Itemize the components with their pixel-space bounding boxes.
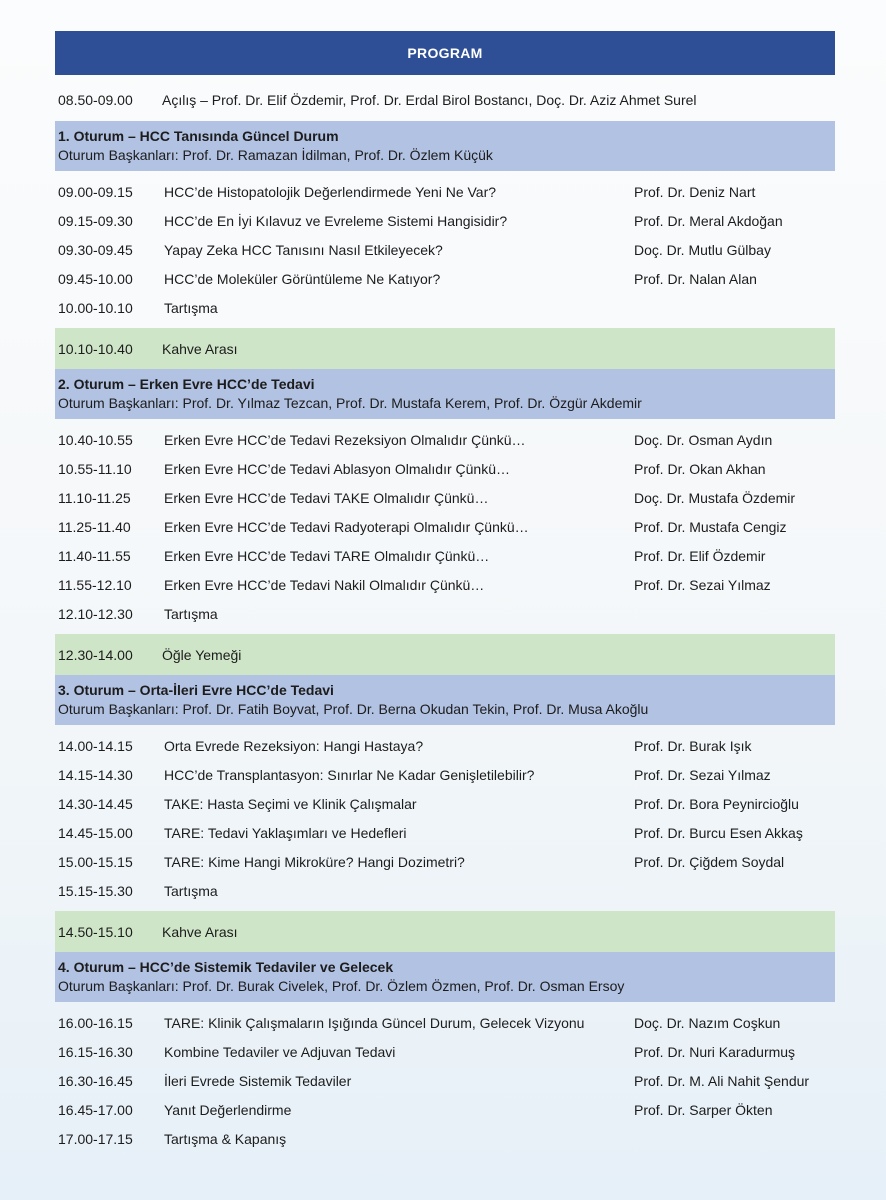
talk-topic: HCC’de Moleküler Görüntüleme Ne Katıyor? — [164, 270, 441, 287]
talk-row — [55, 818, 835, 847]
break-time: 12.30-14.00 — [58, 646, 133, 663]
talk-topic: TARE: Tedavi Yaklaşımları ve Hedefleri — [164, 824, 407, 841]
talk-row — [55, 541, 835, 570]
talk-time: 15.00-15.15 — [58, 853, 133, 870]
talk-speaker: Prof. Dr. Sezai Yılmaz — [634, 766, 771, 783]
talk-time: 15.15-15.30 — [58, 882, 133, 899]
talk-time: 09.15-09.30 — [58, 212, 133, 229]
talk-time: 10.55-11.10 — [58, 460, 132, 477]
session-2-header — [55, 369, 835, 419]
talk-speaker: Prof. Dr. Nuri Karadurmuş — [634, 1043, 796, 1060]
talk-time: 09.00-09.15 — [58, 183, 133, 200]
session-3-header — [55, 675, 835, 725]
talk-speaker: Prof. Dr. Bora Peynircioğlu — [634, 795, 799, 812]
talk-speaker: Prof. Dr. Elif Özdemir — [634, 547, 766, 564]
talk-row — [55, 483, 835, 512]
talk-time: 11.25-11.40 — [58, 518, 131, 535]
talk-topic: HCC’de En İyi Kılavuz ve Evreleme Sistemi Hangisidir? — [164, 212, 508, 229]
talk-speaker: Prof. Dr. Mustafa Cengiz — [634, 518, 787, 535]
talk-topic: Tartışma — [164, 882, 218, 899]
session-1-title: 1. Oturum – HCC Tanısında Güncel Durum — [58, 128, 339, 144]
session-4-header — [55, 952, 835, 1002]
talk-topic: TARE: Kime Hangi Mikroküre? Hangi Dozimetri? — [164, 853, 465, 870]
talk-speaker: Prof. Dr. Meral Akdoğan — [634, 212, 783, 229]
talk-speaker: Doç. Dr. Osman Aydın — [634, 431, 773, 448]
talk-time: 12.10-12.30 — [58, 605, 133, 622]
break-row-lunch — [55, 634, 835, 675]
talk-row — [55, 206, 835, 235]
talk-time: 14.45-15.00 — [58, 824, 133, 841]
talk-topic: Erken Evre HCC’de Tedavi Rezeksiyon Olmalıdır Çünkü… — [164, 431, 526, 448]
talk-topic: Kombine Tedaviler ve Adjuvan Tedavi — [164, 1043, 396, 1060]
talk-topic: Erken Evre HCC’de Tedavi Ablasyon Olmalıdır Çünkü… — [164, 460, 511, 477]
talk-row — [55, 235, 835, 264]
opening-time: 08.50-09.00 — [58, 92, 133, 108]
talk-time: 11.55-12.10 — [58, 576, 132, 593]
talk-speaker: Prof. Dr. Nalan Alan — [634, 270, 757, 287]
session-4-chairs: Oturum Başkanları: Prof. Dr. Burak Civelek, Prof. Dr. Özlem Özmen, Prof. Dr. Osman Ersoy — [58, 978, 625, 994]
session-3-title: 3. Oturum – Orta-İleri Evre HCC’de Tedavi — [58, 682, 334, 698]
talk-row — [55, 1095, 835, 1124]
talk-topic: Erken Evre HCC’de Tedavi Radyoterapi Olmalıdır Çünkü… — [164, 518, 529, 535]
talk-time: 09.30-09.45 — [58, 241, 133, 258]
talk-row — [55, 425, 835, 454]
talk-speaker: Prof. Dr. Sezai Yılmaz — [634, 576, 771, 593]
talk-time: 10.00-10.10 — [58, 299, 133, 316]
program-document — [55, 31, 835, 1153]
break-label: Öğle Yemeği — [162, 646, 242, 663]
talk-row — [55, 454, 835, 483]
talk-time: 17.00-17.15 — [58, 1130, 133, 1147]
talk-topic: Erken Evre HCC’de Tedavi TARE Olmalıdır Çünkü… — [164, 547, 490, 564]
break-time: 10.10-10.40 — [58, 340, 133, 357]
talk-topic: TAKE: Hasta Seçimi ve Klinik Çalışmalar — [164, 795, 417, 812]
talk-time: 16.00-16.15 — [58, 1014, 133, 1031]
talk-topic: HCC’de Transplantasyon: Sınırlar Ne Kadar Genişletilebilir? — [164, 766, 535, 783]
talk-time: 11.40-11.55 — [58, 547, 131, 564]
talk-row — [55, 876, 835, 905]
talk-topic: Tartışma — [164, 605, 218, 622]
session-4-title: 4. Oturum – HCC’de Sistemik Tedaviler ve Gelecek — [58, 959, 394, 975]
talk-row — [55, 512, 835, 541]
talk-topic: Orta Evrede Rezeksiyon: Hangi Hastaya? — [164, 737, 424, 754]
session-1-chairs: Oturum Başkanları: Prof. Dr. Ramazan İdilman, Prof. Dr. Özlem Küçük — [58, 147, 493, 163]
talk-row — [55, 570, 835, 599]
program-title: PROGRAM — [55, 31, 835, 75]
talk-row — [55, 293, 835, 322]
talk-topic: Erken Evre HCC’de Tedavi Nakil Olmalıdır Çünkü… — [164, 576, 485, 593]
talk-topic: Erken Evre HCC’de Tedavi TAKE Olmalıdır Çünkü… — [164, 489, 489, 506]
talk-speaker: Prof. Dr. Burcu Esen Akkaş — [634, 824, 803, 841]
talk-time: 14.30-14.45 — [58, 795, 133, 812]
talk-topic: Yapay Zeka HCC Tanısını Nasıl Etkileyecek? — [164, 241, 443, 258]
talk-time: 16.45-17.00 — [58, 1101, 133, 1118]
break-label: Kahve Arası — [162, 923, 238, 940]
opening-row — [55, 79, 835, 121]
talk-topic: TARE: Klinik Çalışmaların Işığında Güncel Durum, Gelecek Vizyonu — [164, 1014, 585, 1031]
talk-row — [55, 847, 835, 876]
talk-row — [55, 264, 835, 293]
talk-speaker: Prof. Dr. Çiğdem Soydal — [634, 853, 785, 870]
talk-row — [55, 599, 835, 628]
talk-topic: Yanıt Değerlendirme — [164, 1101, 292, 1118]
break-row-coffee-2 — [55, 911, 835, 952]
talk-speaker: Prof. Dr. Sarper Ökten — [634, 1101, 773, 1118]
talk-time: 09.45-10.00 — [58, 270, 133, 287]
session-2-title: 2. Oturum – Erken Evre HCC’de Tedavi — [58, 376, 315, 392]
talk-topic: İleri Evrede Sistemik Tedaviler — [164, 1072, 352, 1089]
talk-row — [55, 1008, 835, 1037]
talk-speaker: Prof. Dr. Burak Işık — [634, 737, 752, 754]
break-row-coffee-1 — [55, 328, 835, 369]
talk-row — [55, 760, 835, 789]
talk-time: 11.10-11.25 — [58, 489, 131, 506]
talk-row — [55, 789, 835, 818]
opening-text: Açılış – Prof. Dr. Elif Özdemir, Prof. Dr. Erdal Birol Bostancı, Doç. Dr. Aziz Ahmet Surel — [162, 92, 697, 108]
talk-row — [55, 1037, 835, 1066]
talk-topic: HCC’de Histopatolojik Değerlendirmede Yeni Ne Var? — [164, 183, 497, 200]
talk-speaker: Prof. Dr. Okan Akhan — [634, 460, 766, 477]
break-time: 14.50-15.10 — [58, 923, 133, 940]
talk-row — [55, 177, 835, 206]
talk-speaker: Doç. Dr. Mustafa Özdemir — [634, 489, 796, 506]
talk-speaker: Prof. Dr. M. Ali Nahit Şendur — [634, 1072, 810, 1089]
break-label: Kahve Arası — [162, 340, 238, 357]
talk-topic: Tartışma & Kapanış — [164, 1130, 287, 1147]
talk-speaker: Prof. Dr. Deniz Nart — [634, 183, 756, 200]
talk-time: 10.40-10.55 — [58, 431, 133, 448]
talk-time: 14.00-14.15 — [58, 737, 133, 754]
talk-speaker: Doç. Dr. Mutlu Gülbay — [634, 241, 771, 258]
talk-time: 16.15-16.30 — [58, 1043, 133, 1060]
session-2-chairs: Oturum Başkanları: Prof. Dr. Yılmaz Tezcan, Prof. Dr. Mustafa Kerem, Prof. Dr. Özgür Akdemir — [58, 395, 642, 411]
talk-row — [55, 731, 835, 760]
talk-topic: Tartışma — [164, 299, 218, 316]
talk-row — [55, 1124, 835, 1153]
session-3-chairs: Oturum Başkanları: Prof. Dr. Fatih Boyvat, Prof. Dr. Berna Okudan Tekin, Prof. Dr. Musa Akoğlu — [58, 701, 649, 717]
session-1-header — [55, 121, 835, 171]
talk-time: 14.15-14.30 — [58, 766, 133, 783]
talk-row — [55, 1066, 835, 1095]
talk-time: 16.30-16.45 — [58, 1072, 133, 1089]
talk-speaker: Doç. Dr. Nazım Coşkun — [634, 1014, 781, 1031]
